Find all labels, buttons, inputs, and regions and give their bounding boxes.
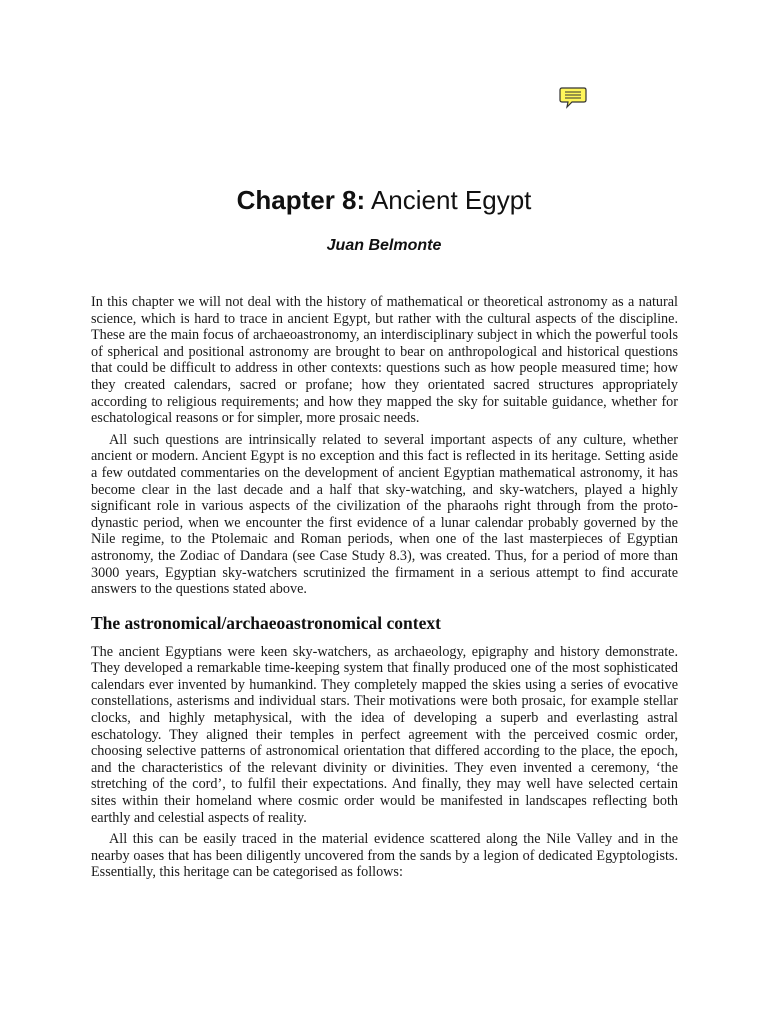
- body-paragraph-4: All this can be easily traced in the material evidence scattered along the Nile Valley and in the nearby oases that has been diligently uncovered from the sands by a legion of dedicated Egyptologists. Essentially, this heritage can be categorised as follows:: [91, 831, 678, 881]
- body-paragraph-3: The ancient Egyptians were keen sky-watchers, as archaeology, epigraphy and history demonstrate. They developed a remarkable time-keeping system that finally produced one of the most sophisticated calendars ever invented by humankind. They completely mapped the skies using a series of evocative constellations, asterisms and individual stars. Their motivations were both prosaic, for example stellar clocks, and highly metaphysical, with the idea of developing a superb and everlasting astral eschatology. They aligned their temples in perfect agreement with the perceived cosmic order, choosing selective patterns of astronomical orientation that differed according to the place, the epoch, and the characteristics of the relevant divinity or divinities. They even invented a ceremony, ‘the stretching of the cord’, to fulfil their expectations. And finally, they may well have selected certain sites within their homeland where cosmic order would be manifested in landscapes reflecting both earthly and celestial aspects of reality.: [91, 643, 678, 826]
- comment-note-icon-graphic: [559, 86, 587, 110]
- intro-paragraph: In this chapter we will not deal with the history of mathematical or theoretical astronomy as a natural science, which is hard to trace in ancient Egypt, but rather with the cultural aspects of the discipline. These are the main focus of archaeoastronomy, an interdisciplinary subject in which the powerful tools of spherical and positional astronomy are brought to bear on anthropological and historical questions that could be difficult to address in other contexts: questions such as how people measured time; how they created calendars, sacred or profane; how they orientated sacred structures appropriately according to religious requirements; and how they mapped the sky for suitable guidance, whether for eschatological reasons or for simpler, more prosaic needs.: [91, 294, 678, 427]
- section-heading: The astronomical/archaeoastronomical context: [91, 612, 441, 633]
- chapter-title: [0, 182, 768, 218]
- chapter-label: Chapter 8:: [236, 185, 366, 215]
- author-name: Juan Belmonte: [326, 237, 442, 254]
- chapter-body: [91, 294, 678, 886]
- comment-note-icon[interactable]: [559, 86, 587, 110]
- chapter-name: Ancient Egypt: [370, 185, 532, 215]
- body-paragraph-2: All such questions are intrinsically related to several important aspects of any culture, whether ancient or modern. Ancient Egypt is no exception and this fact is reflected in its heritage. Setting aside a few outdated commentaries on the development of ancient Egyptian mathematical astronomy, it has become clear in the last decade and a half that sky-watching, and sky-watchers, played a highly significant role in various aspects of the civilization of the pharaohs right through from the proto-dynastic period, when we encounter the first evidence of a lunar calendar probably governed by the Nile regime, to the Ptolemaic and Roman periods, when one of the last masterpieces of Egyptian astronomy, the Zodiac of Dandara (see Case Study 8.3), was created. Thus, for a period of more than 3000 years, Egyptian sky-watchers scrutinized the firmament in a serious attempt to find accurate answers to the questions stated above.: [91, 431, 678, 598]
